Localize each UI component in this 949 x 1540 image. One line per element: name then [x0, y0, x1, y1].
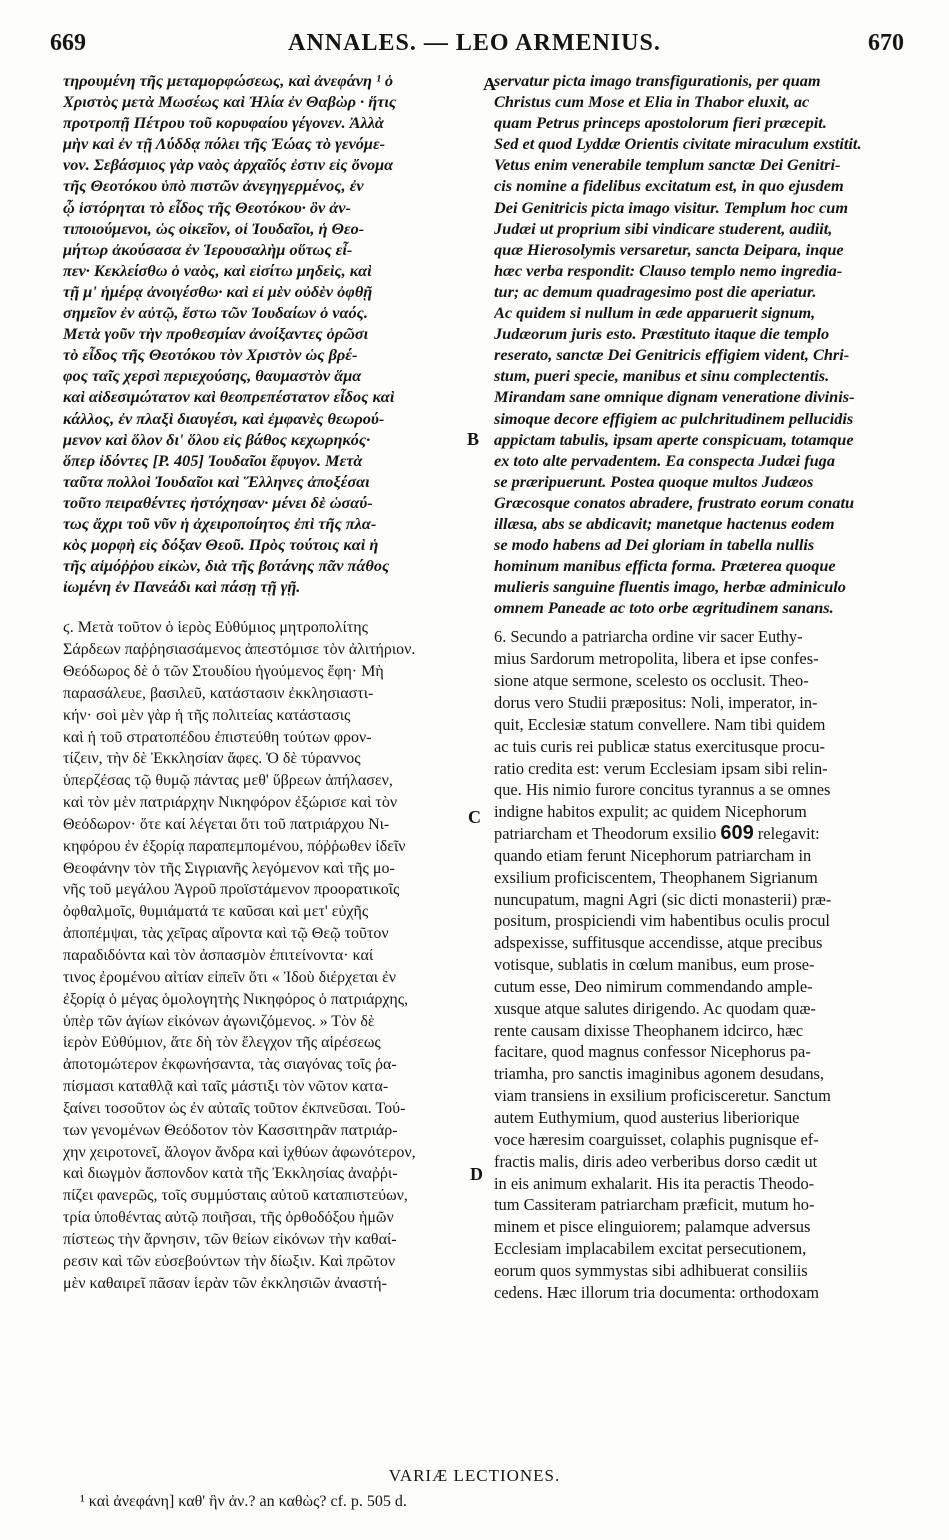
greek-text-line: ξαίνει τοσοῦτον ὡς ἐν αὐταῖς τοῦτον ἐκπνεῦσαι. Τού- [63, 1099, 406, 1117]
greek-text-line: τῆς Θεοτόκου ὑπὸ πιστῶν ἀνεγηγερμένος, ἐν [63, 176, 364, 196]
latin-text-line: se modo habens ad Dei gloriam in tabella nullis [494, 535, 815, 555]
greek-text-line: καὶ διωγμὸν ἄσπονδον κατὰ τῆς Ἐκκλησίας ἀναῤῥι- [63, 1165, 398, 1183]
greek-text-line: τινος ἐρομένου αἰτίαν εἰπεῖν ὅτι « Ἰδοὺ διέρχεται ἐν [63, 968, 397, 986]
latin-text-line: Sed et quod Lyddæ Orientis civitate miraculum exstitit. [494, 134, 862, 154]
latin-text-line: hæc verba respondit: Clauso templo nemo ingredia- [494, 260, 843, 280]
greek-text-line: μενον καὶ ὅλον δι' ὅλου εἰς βάθος κεχωρηκός· [63, 429, 371, 449]
latin-text-line: voce hæresim coarguisset, colaphis pugnisque ef- [494, 1129, 819, 1149]
latin-text-line: Mirandam sane omnique dignam veneratione divinis- [494, 387, 855, 407]
latin-text-line: quam Petrus princeps apostolorum fieri præcepit. [494, 113, 827, 133]
latin-text-line: quæ Hierosolymis versaretur, sancta Deipara, inque [494, 239, 844, 259]
latin-text-line: sione atque sermone, scelesto os occlusit. Theo- [494, 671, 809, 691]
greek-text-line: κηφόρου ἐν ἐξορίᾳ παραπεμπομένου, πόῤῥωθεν ἰδεῖν [63, 837, 406, 855]
latin-text-line: rente causam dixisse Theophanem idcirco, hæc [494, 1020, 804, 1040]
latin-text-line: positum, prospiciendi vim habentibus oculis procul [494, 911, 830, 931]
greek-text-line: Θεόδωρος δὲ ὁ τῶν Στουδίου ἡγούμενος ἔφη· Μὴ [63, 663, 384, 681]
greek-text-line: χην χειροτονεῖ, ἄλογον ἄνδρα καὶ ἰχθύων ἀφωνότερον, [63, 1143, 416, 1161]
latin-text-line: Christus cum Mose et Elia in Thabor eluxit, ac [494, 92, 810, 112]
latin-text-line: Vetus enim venerabile templum sanctæ Dei Genitri- [494, 155, 841, 175]
greek-text-line: καὶ ἡ τοῦ στρατοπέδου ἐπιστεύθη τούτων φρον- [63, 728, 372, 746]
running-title: ANNALES. — LEO ARMENIUS. [288, 30, 661, 56]
greek-text-line: πίστεως τὴν ἄρνησιν, τῶν θείων εἰκόνων τὴν καθαί- [63, 1230, 397, 1248]
latin-column [494, 70, 914, 1304]
greek-text-line: κάλλος, ἐν πλαξὶ διαυγέσι, καὶ ἐμφανὲς θεωρού- [63, 408, 385, 428]
latin-text-line: Judæi ut proprium sibi vindicare studerent, audiit, [494, 218, 833, 238]
greek-text-line: ἐξορίᾳ ὁ μέγας ὁμολογητὴς Νικηφόρος ὁ πατριάρχης, [63, 990, 409, 1008]
greek-text-line: Θεόδωρον· ὅτε καί λέγεται ὅτι τοῦ πατριάρχου Νι- [63, 815, 390, 833]
latin-regular-block [494, 626, 914, 1303]
latin-text-line: adspexisse, suffitusque accendisse, atque precibus [494, 933, 823, 953]
latin-text-line: patriarcham et Theodorum exsilio 609 relegavit: [494, 823, 820, 845]
latin-text-line: Dei Genitricis picta imago visitur. Templum hoc cum [494, 197, 848, 217]
latin-text-line: servatur picta imago transfigurationis, per quam [494, 71, 821, 90]
greek-regular-block [63, 617, 478, 1294]
latin-italic-block [494, 70, 914, 618]
greek-text-line: ὅπερ ἰδόντες [P. 405] Ἰουδαῖοι ἔφυγον. Μετὰ [63, 450, 363, 470]
greek-text-line: τιποιούμενοι, ὡς οἰκεῖον, οἱ Ἰουδαῖοι, ἡ Θεο- [63, 218, 365, 238]
latin-text-line: exsilium proficiscentem, Theophanem Sigrianum [494, 867, 818, 887]
latin-text-line: Judæorum juris esto. Præstituto itaque die templo [494, 324, 830, 344]
latin-text-line: reserato, sanctæ Dei Genitricis effigiem vident, Chri- [494, 345, 850, 365]
greek-text-line: τοῦτο πειραθέντες ἠστόχησαν· μένει δὲ ὡσαύ- [63, 492, 373, 512]
greek-text-line: Χριστὸς μετὰ Μωσέως καὶ Ἠλία ἐν Θαβὼρ · ἥτις [63, 92, 397, 112]
greek-text-line: τὸ εἶδος τῆς Θεοτόκου τὸν Χριστὸν ὡς βρέ- [63, 345, 358, 365]
latin-text-line: mius Sardorum metropolita, libera et ipse confes- [494, 649, 819, 669]
latin-text-line: eorum quos symmystas sibi adhibuerat consiliis [494, 1260, 808, 1280]
greek-text-line: Σάρδεων παῤῥησιασάμενος ἀπεστόμισε τὸν ἀλιτήριον. [63, 641, 416, 659]
latin-text-line: mulieris sanguine fluentis imago, herbæ adminiculo [494, 577, 846, 597]
greek-text-line: ὑπὲρ τῶν ἁγίων εἰκόνων ἀγωνιζόμενος. » Τὸν δὲ [63, 1012, 375, 1030]
latin-text-line: Græcosque conatos abradere, frustrato eorum conatu [494, 492, 855, 512]
latin-text-line: omnem Paneade ac toto orbe ægritudinem sanans. [494, 598, 834, 618]
greek-text-line: κὸς μορφὴ εἰς δόξαν Θεοῦ. Πρὸς τούτοις καὶ ἡ [63, 535, 379, 555]
greek-text-line: μὴν καὶ ἐν τῇ Λύδδᾳ πόλει τῆς Ἑώας τὸ γενόμε- [63, 134, 386, 154]
page-reference-mark: 609 [720, 823, 754, 845]
latin-text-line: stum, pueri specie, manibus et sinu complectentis. [494, 366, 830, 386]
greek-text-line: νον. Σεβάσμιος γὰρ ναὸς ἀρχαῖός ἐστιν εἰς ὄνομα [63, 155, 394, 175]
greek-text-line: καὶ τὸν μὲν πατριάρχην Νικηφόρον ἐξώρισε καὶ τὸν [63, 794, 398, 812]
latin-text-line: in eis animum exhalarit. His ita peractis Theodo- [494, 1173, 815, 1193]
greek-text-line: Μετὰ γοῦν τὴν προθεσμίαν ἀνοίξαντες ὁρῶσι [63, 324, 369, 344]
greek-text-line: των γενομένων Θεόδοτον τὸν Κασσιτηρᾶν πατριάρ- [63, 1121, 398, 1139]
page-number-left: 669 [50, 30, 86, 56]
latin-text-line: votisque, sublatis in cœlum manibus, eum prose- [494, 955, 815, 975]
latin-text-line: ac tuis curis rei publicæ status exercitusque procu- [494, 736, 825, 756]
latin-text-line: quit, Ecclesiæ statum convellere. Nam tibi quidem [494, 714, 826, 734]
greek-text-line: προτροπῇ Πέτρου τοῦ κορυφαίου γέγονεν. Ἀλλὰ [63, 113, 384, 133]
latin-text-line: Ac quidem si nullum in æde apparuerit signum, [494, 303, 816, 323]
page-number-right: 670 [868, 30, 904, 56]
latin-text-line: illæsa, abs se abdicavit; manetque hactenus eodem [494, 513, 835, 533]
greek-text-line: πίσμασι καταθλᾷ καὶ ταῖς μάστιξι τὸν νῶτον κατα- [63, 1078, 389, 1096]
greek-text-line: ὑπερζέσας τῷ θυμῷ πάντας μεθ' ὕβρεων ἀπήλασεν, [63, 772, 393, 790]
latin-text-line: dorus vero Studii præpositus: Noli, imperator, in- [494, 692, 818, 712]
greek-text-line: κήν· σοὶ μὲν γὰρ ἡ τῆς πολιτείας κατάστασις [63, 706, 351, 724]
variae-lectiones-title: VARIÆ LECTIONES. [388, 1466, 561, 1485]
latin-text-line: appictam tabulis, ipsam aperte conspicuam, totamque [494, 429, 854, 449]
greek-text-line: παραδιδόντα καὶ τὸν ἀσπασμὸν ἐπιτείνοντα· καί [63, 947, 374, 964]
latin-text-line: simoque decore effigiem ac pulchritudinem pellucidis [494, 408, 854, 428]
margin-marker-c: C [468, 807, 481, 827]
margin-marker-b: B [467, 429, 480, 449]
greek-text-line: ὀφθαλμοῖς, θυμιάματά τε καῦσαι καὶ μετ' εὐχῆς [63, 903, 369, 921]
latin-text-line: fractis malis, diris adeo verberibus dorso cædit ut [494, 1151, 818, 1171]
latin-text-line: que. His nimio furore concitus tyrannus a se omnes [494, 780, 831, 800]
latin-text-line: hominum manibus effictа forma. Præterea quoque [494, 556, 836, 576]
greek-text-line: καὶ αἰδεσιμώτατον καὶ θεοπρεπέστατον εἶδος καὶ [63, 387, 395, 407]
variae-lectiones-note: ¹ καὶ ἀνεφάνη] καθ' ἣν ἀν.? an καθὼς? cf. p. 505 d. [80, 1493, 407, 1510]
greek-text-line: νῆς τοῦ μεγάλου Ἀγροῦ προϊστάμενον προορατικοῖς [63, 881, 400, 899]
margin-marker-d: D [470, 1164, 483, 1184]
latin-text-line: cedens. Hæc illorum tria documenta: orthodoxam [494, 1282, 819, 1302]
greek-text-line: ἀποτομώτερον ἐκφωνήσαντα, τὰς σιαγόνας τοῖς ῥα- [63, 1056, 397, 1074]
greek-text-line: φος ταῖς χερσὶ περιεχούσης, θαυμαστὸν ἅμα [63, 366, 362, 386]
latin-text-line: minem et pisce elinguiorem; palamque adversus [494, 1217, 811, 1237]
latin-text-line: xusque atque salutes dirigendo. Ac quodam quæ- [494, 998, 816, 1018]
latin-text-line: se præripuerunt. Postea quoque multos Judæos [494, 471, 814, 491]
latin-text-line: tur; ac demum quadragesimo post die aperiatur. [494, 281, 817, 301]
greek-text-line: τῆς αἱμόῤῥου εἰκὼν, διὰ τῆς βοτάνης πᾶν πάθος [63, 556, 390, 576]
greek-italic-block [63, 70, 478, 597]
latin-text-line: facitare, quod magnus confessor Nicephorus pa- [494, 1042, 811, 1062]
latin-text-line: viam transiens in exsilium proficisceretur. Sanctum [494, 1086, 831, 1106]
latin-text-line: indigne habitos expulit; ac quidem Nicephorum [494, 802, 807, 822]
latin-text-line: Ecclesiam implacabilem excitat persecutionem, [494, 1239, 807, 1259]
greek-text-line: ρεσιν καὶ τῶν εὐσεβούντων τὴν δίωξιν. Καὶ πρῶτον [63, 1252, 396, 1270]
latin-text-line: ex toto alte pervadentem. Ea conspecta Judæi fuga [494, 450, 835, 470]
latin-text-line: nuncupatum, magni Agri (sic dicti monasterii) præ- [494, 889, 832, 909]
margin-marker-a: A [483, 74, 496, 94]
latin-text-line: cutum esse, Deo nimirum commendando ample- [494, 976, 813, 996]
latin-text-line: autem Euthymium, quod austerius liberiorique [494, 1108, 800, 1127]
greek-text-line: τρία ὑποθέντας αὐτῷ ποιῆσαι, τῆς ὀρθοδόξου ἡμῶν [63, 1209, 394, 1227]
greek-text-line: παρασάλευε, βασιλεῦ, κατάστασιν ἐκκλησιαστι- [63, 684, 374, 702]
greek-text-line: πίζει φανερῶς, τοῖς συμμύσταις αὐτοῦ καταπιστεύων, [63, 1187, 408, 1205]
latin-text-line: triamha, pro sanctis imaginibus agonem desudans, [494, 1064, 825, 1084]
greek-text-line: τῇ μ' ἡμέρᾳ ἀνοιγέσθω· καὶ εἰ μὲν οὐδὲν ὀφθῇ [63, 281, 373, 301]
latin-text-line: cis nomine a fidelibus excitatum est, in quo ejusdem [494, 176, 844, 196]
greek-text-line: ἱερὸν Εὐθύμιον, ἅτε δὴ τὸν ἔλεγχον τῆς αἱρέσεως [63, 1034, 381, 1052]
greek-text-line: Θεοφάνην τὸν τῆς Σιγριανῆς λεγόμενον καὶ τῆς μο- [63, 859, 395, 877]
greek-text-line: ἀποπέμψαι, τὰς χεῖρας αἴροντα καὶ τῷ Θεῷ τοῦτον [63, 925, 389, 943]
latin-text-line: quando etiam ferunt Nicephorum patriarcham in [494, 845, 812, 865]
greek-text-line: τίζειν, τὴν δὲ Ἐκκλησίαν ἄφες. Ὁ δὲ τύραννος [63, 750, 361, 768]
greek-text-line: τως ἄχρι τοῦ νῦν ἡ ἀχειροποίητος ἐπὶ τῆς πλα- [63, 513, 377, 533]
greek-text-line: τηρουμένη τῆς μεταμορφώσεως, καὶ ἀνεφάνη ¹ ὁ [63, 71, 394, 90]
greek-text-line: ᾧ ἱστόρηται τὸ εἶδος τῆς Θεοτόκου· ὃν ἀν- [63, 197, 351, 217]
latin-text-line: tum Cassiteram patriarcham præficit, mutum ho- [494, 1195, 815, 1215]
greek-text-line: σημεῖον ἐν αὐτῷ, ἔστω τῶν Ἰουδαίων ὁ ναός. [63, 303, 368, 323]
greek-column [63, 70, 478, 1295]
greek-text-line: ταῦτα πολλοὶ Ἰουδαῖοι καὶ Ἕλληνες ἀποξέσαι [63, 471, 370, 491]
greek-text-line: πεν· Κεκλείσθω ὁ ναὸς, καὶ εἰσίτω μηδεὶς, καὶ [63, 260, 372, 280]
running-header [0, 30, 949, 60]
greek-text-line: μήτωρ ἀκούσασα ἐν Ἱερουσαλὴμ οὕτως εἶ- [63, 239, 353, 259]
greek-text-line: ϛ. Μετὰ τοῦτον ὁ ἱερὸς Εὐθύμιος μητροπολίτης [63, 619, 368, 637]
latin-text-line: ratio credita est: verum Ecclesiam ipsam sibi relin- [494, 758, 828, 778]
greek-text-line: μὲν καθαιρεῖ πᾶσαν ἱερὰν τῶν ἐκκλησιῶν ἀναστή- [63, 1274, 387, 1292]
greek-text-line: ἰωμένη ἐν Πανεάδι καὶ πάσῃ τῇ γῇ. [63, 577, 301, 597]
latin-text-line: 6. Secundo a patriarcha ordine vir sacer Euthy- [494, 627, 803, 647]
